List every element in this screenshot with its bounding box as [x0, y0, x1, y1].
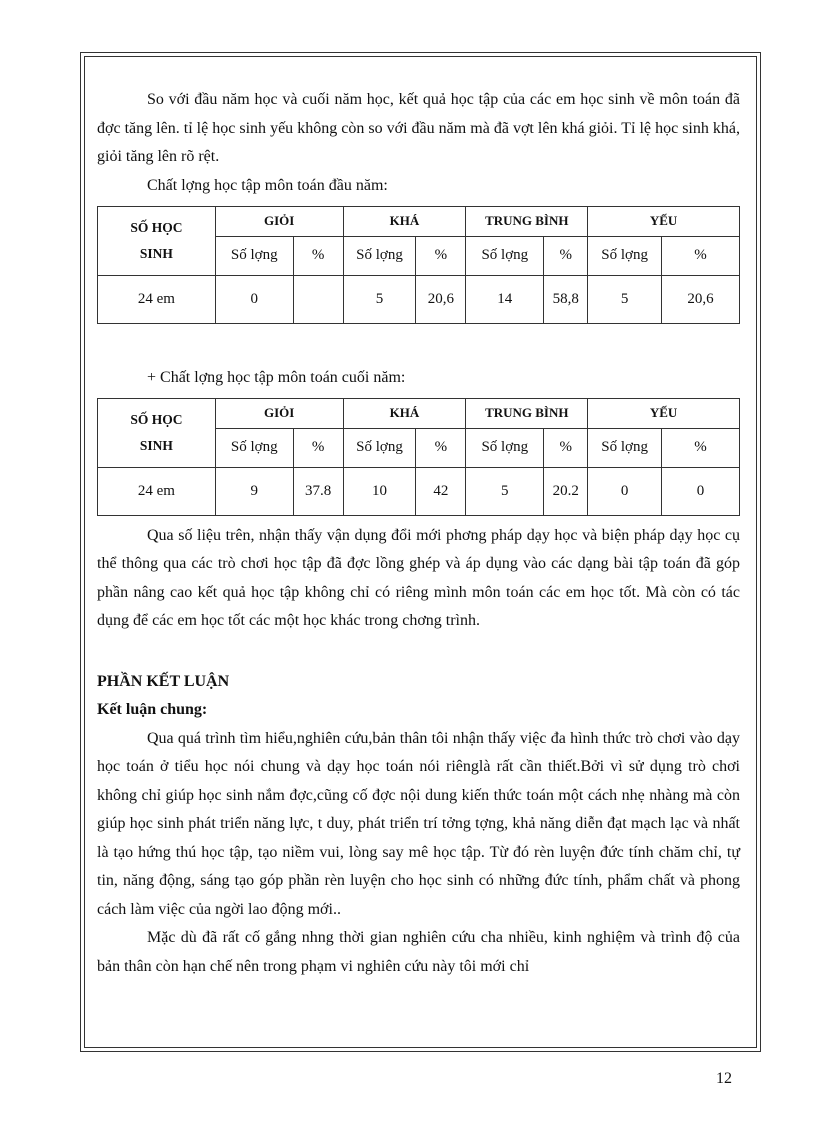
cell-students: 24 em	[98, 275, 216, 323]
cell-yeu-percent: 20,6	[662, 275, 740, 323]
subheader-gioi-percent: %	[293, 428, 343, 467]
cell-kha-count: 5	[343, 275, 416, 323]
cell-gioi-count: 9	[215, 467, 293, 515]
cell-gioi-count: 0	[215, 275, 293, 323]
subheader-gioi-count: Số lợng	[215, 236, 293, 275]
subheader-tb-count: Số lợng	[466, 428, 544, 467]
subheader-yeu-percent: %	[662, 428, 740, 467]
paragraph-limitations: Mặc dù đã rất cố gắng nhng thời gian nghiên cứu cha nhiều, kinh nghiệm và trình độ của bản thân còn hạn chế nên trong phạm vi nghiên cứu này tôi mới chỉ	[97, 929, 740, 975]
header-kha: KHÁ	[343, 399, 466, 429]
subheader-gioi-percent: %	[293, 236, 343, 275]
cell-kha-percent: 42	[416, 467, 466, 515]
header-gioi: GIỎI	[215, 207, 343, 237]
table-end-of-year	[97, 398, 740, 516]
cell-students: 24 em	[98, 467, 216, 515]
header-students: SỐ HỌC SINH	[98, 207, 216, 276]
cell-kha-percent: 20,6	[416, 275, 466, 323]
subheader-yeu-count: Số lợng	[588, 236, 662, 275]
header-gioi: GIỎI	[215, 399, 343, 429]
table-row	[98, 467, 740, 515]
cell-kha-count: 10	[343, 467, 416, 515]
subheader-tb-percent: %	[544, 428, 588, 467]
subheader-kha-percent: %	[416, 428, 466, 467]
page-content	[97, 86, 740, 981]
cell-gioi-percent: 37.8	[293, 467, 343, 515]
subheader-tb-percent: %	[544, 236, 588, 275]
header-yeu: YẾU	[588, 399, 740, 429]
cell-yeu-count: 0	[588, 467, 662, 515]
header-yeu: YẾU	[588, 207, 740, 237]
subheader-kha-count: Số lợng	[343, 428, 416, 467]
subheader-yeu-count: Số lợng	[588, 428, 662, 467]
subheader-yeu-percent: %	[662, 236, 740, 275]
cell-tb-percent: 20.2	[544, 467, 588, 515]
subheader-tb-count: Số lợng	[466, 236, 544, 275]
header-students: SỐ HỌC SINH	[98, 399, 216, 468]
subheader-gioi-count: Số lợng	[215, 428, 293, 467]
label-start-of-year: Chất lợng học tập môn toán đầu năm:	[147, 176, 388, 194]
paragraph-conclusion: Qua quá trình tìm hiểu,nghiên cứu,bản thân tôi nhận thấy việc đa hình thức trò chơi vào dạy học toán ở tiểu học nói chung và dạy học toán nói riênglà rất cần thiết.Bởi vì sử dụng trò chơi không chỉ giúp học sinh nắm đợc,cũng cố đợc nội dung kiến thức toán một cách nhẹ nhàng mà còn giúp học sinh phát triển năng lực, t duy, phát triển trí tởng tợng, khả năng diễn đạt mạch lạc và nhất là tạo hứng thú học tập, tạo niềm vui, lòng say mê học tập. Từ đó rèn luyện đức tính chăm chỉ, tự tin, năng động, sáng tạo góp phần rèn luyện cho học sinh có những đức tính, phẩm chất và phong cách làm việc của ngời lao động mới..	[97, 729, 740, 918]
page-number: 12	[716, 1070, 732, 1087]
subheading-general-conclusion: Kết luận chung:	[97, 701, 208, 718]
table-start-of-year	[97, 206, 740, 324]
cell-gioi-percent	[293, 275, 343, 323]
label-end-of-year: + Chất lợng học tập môn toán cuối năm:	[147, 368, 406, 386]
header-trung-binh: TRUNG BÌNH	[466, 399, 588, 429]
cell-yeu-count: 5	[588, 275, 662, 323]
cell-tb-percent: 58,8	[544, 275, 588, 323]
table-row	[98, 275, 740, 323]
paragraph-result-comparison: So với đầu năm học và cuối năm học, kết quả học tập của các em học sinh về môn toán đã đợc tăng lên. tỉ lệ học sinh yếu không còn so với đầu năm mà đã vợt lên khá giỏi. Tỉ lệ học sinh khá, giỏi tăng lên rõ rệt.	[97, 91, 740, 165]
cell-tb-count: 5	[466, 467, 544, 515]
paragraph-analysis: Qua số liệu trên, nhận thấy vận dụng đổi mới phơng pháp dạy học và biện pháp dạy học cụ thể thông qua các trò chơi học tập đã đợc lồng ghép và áp dụng vào các dạng bài tập toán đã góp phần nâng cao kết quả học tập không chỉ có riêng mình môn toán các em học tốt. Mà còn có tác dụng để các em học tốt các một học khác trong chơng trình.	[97, 526, 740, 629]
section-heading-conclusion: PHẦN KẾT LUẬN	[97, 672, 230, 690]
subheader-kha-percent: %	[416, 236, 466, 275]
cell-yeu-percent: 0	[662, 467, 740, 515]
cell-tb-count: 14	[466, 275, 544, 323]
subheader-kha-count: Số lợng	[343, 236, 416, 275]
header-trung-binh: TRUNG BÌNH	[466, 207, 588, 237]
header-kha: KHÁ	[343, 207, 466, 237]
